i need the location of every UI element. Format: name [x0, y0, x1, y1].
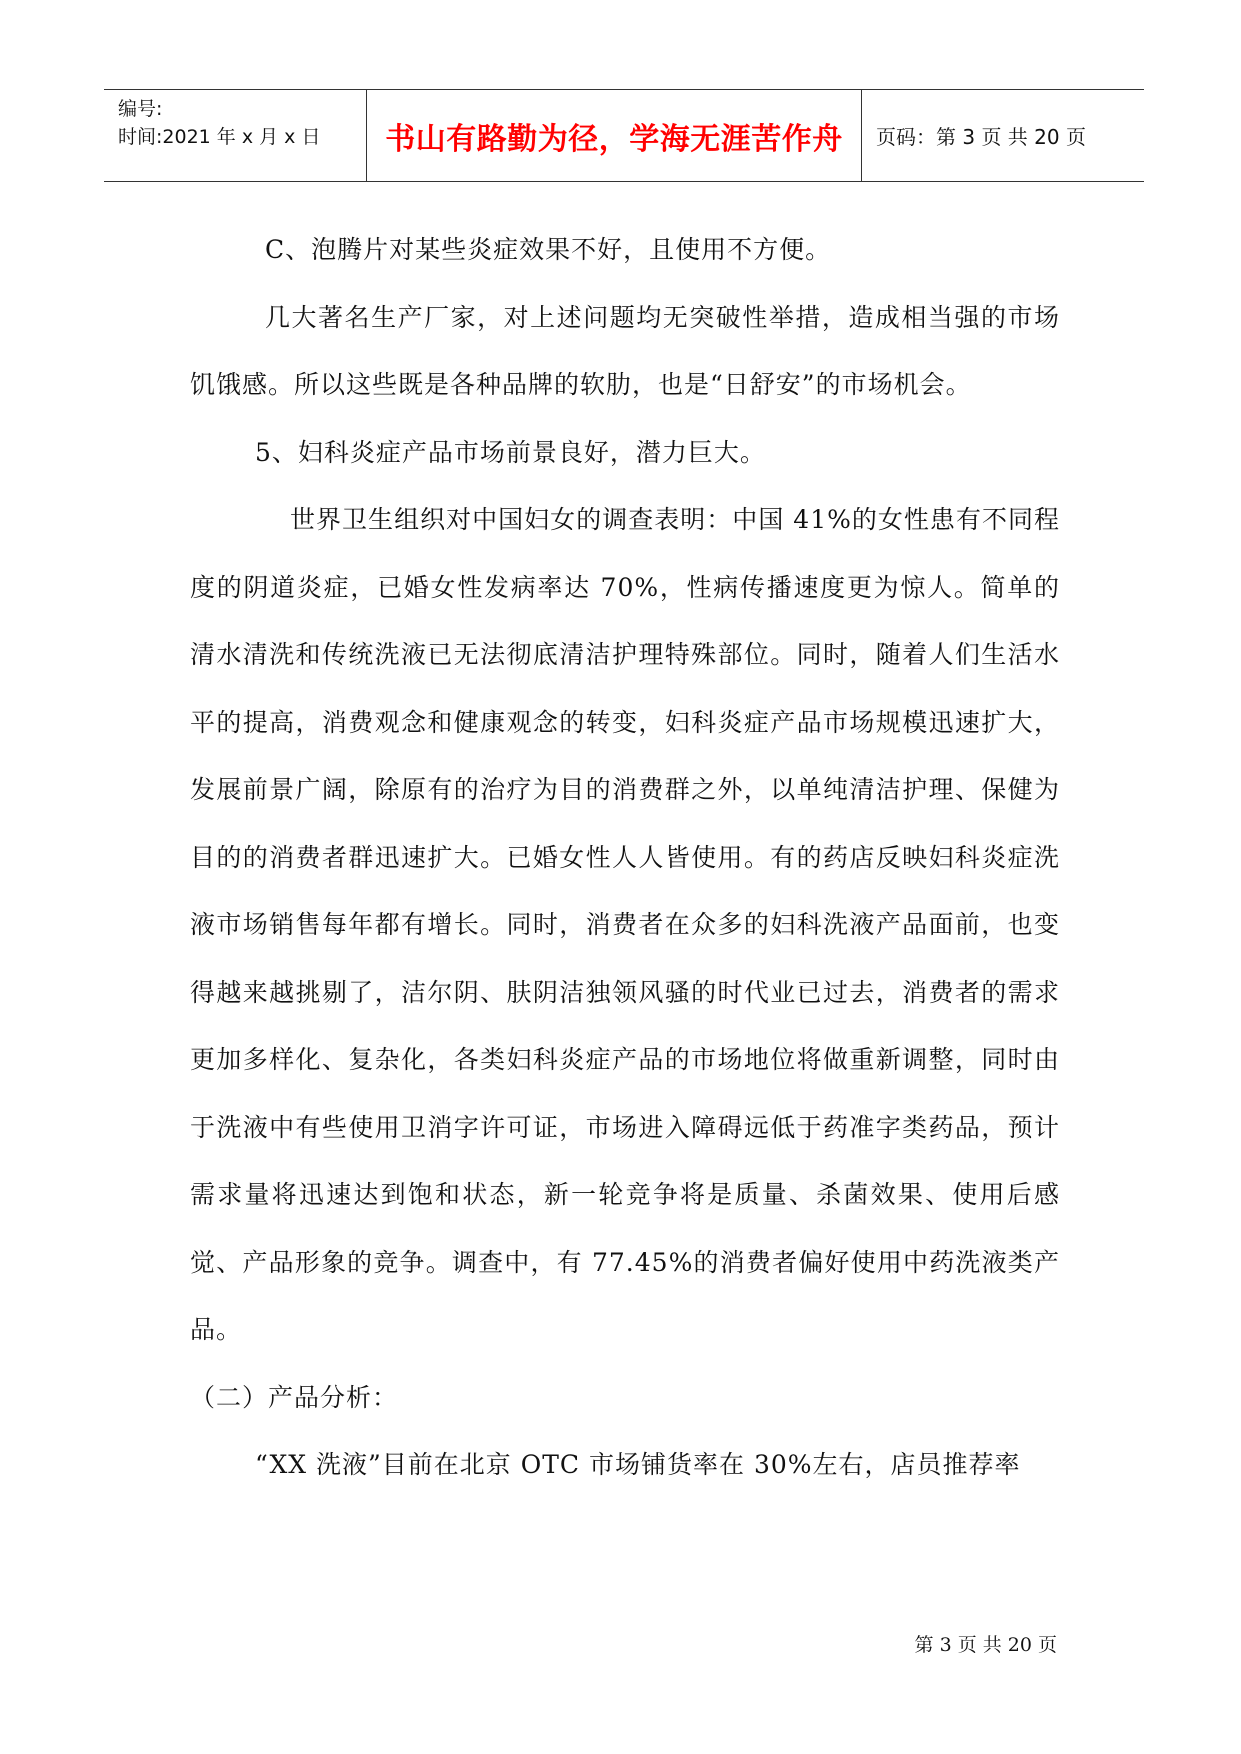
- document-number-label: 编号:: [118, 98, 163, 120]
- header-page-info: 页码：第 3 页 共 20 页: [876, 125, 1086, 149]
- header-motto-cell: [367, 90, 862, 181]
- page-footer: 第 3 页 共 20 页: [914, 1634, 1057, 1656]
- header-meta-cell: [104, 90, 367, 181]
- section-heading-product-analysis: （二）产品分析：: [190, 1382, 399, 1412]
- document-body: [190, 216, 1060, 1499]
- page-header: [104, 89, 1144, 182]
- header-page-cell: [862, 90, 1144, 181]
- header-motto: 书山有路勤为径，学海无涯苦作舟: [385, 121, 843, 157]
- paragraph-manufacturers: 几大著名生产厂家，对上述问题均无突破性举措，造成相当强的市场饥饿感。所以这些既是各种品牌的软肋，也是“日舒安”的市场机会。: [190, 302, 1060, 399]
- paragraph-c-effervescent: C、泡腾片对某些炎症效果不好，且使用不方便。: [265, 235, 832, 264]
- paragraph-xx-lotion: “XX 洗液”目前在北京 OTC 市场铺货率在 30%左右，店员推荐率: [255, 1450, 1021, 1479]
- paragraph-5-market-outlook: 5、妇科炎症产品市场前景良好，潜力巨大。: [255, 437, 766, 467]
- document-time-label: 时间:2021 年 x 月 x 日: [118, 126, 321, 148]
- paragraph-who-survey: 世界卫生组织对中国妇女的调查表明：中国 41%的女性患有不同程度的阴道炎症，已婚女性发病率达 70%，性病传播速度更为惊人。简单的清水清洗和传统洗液已无法彻底清洁护理特殊部位。同时，随着人们生活水平的提高，消费观念和健康观念的转变，妇科炎症产品市场规模迅速扩大，发展前景广阔，除原有的治疗为目的消费群之外，以单纯清洁护理、保健为目的的消费者群迅速扩大。已婚女性人人皆使用。有的药店反映妇科炎症洗液市场销售每年都有增长。同时，消费者在众多的妇科洗液产品面前，也变得越来越挑剔了，洁尔阴、肤阴洁独领风骚的时代业已过去，消费者的需求更加多样化、复杂化，各类妇科炎症产品的市场地位将做重新调整，同时由于洗液中有些使用卫消字许可证，市场进入障碍远低于药准字类药品，预计需求量将迅速达到饱和状态，新一轮竞争将是质量、杀菌效果、使用后感觉、产品形象的竞争。调查中，有 77.45%的消费者偏好使用中药洗液类产品。: [190, 505, 1060, 1344]
